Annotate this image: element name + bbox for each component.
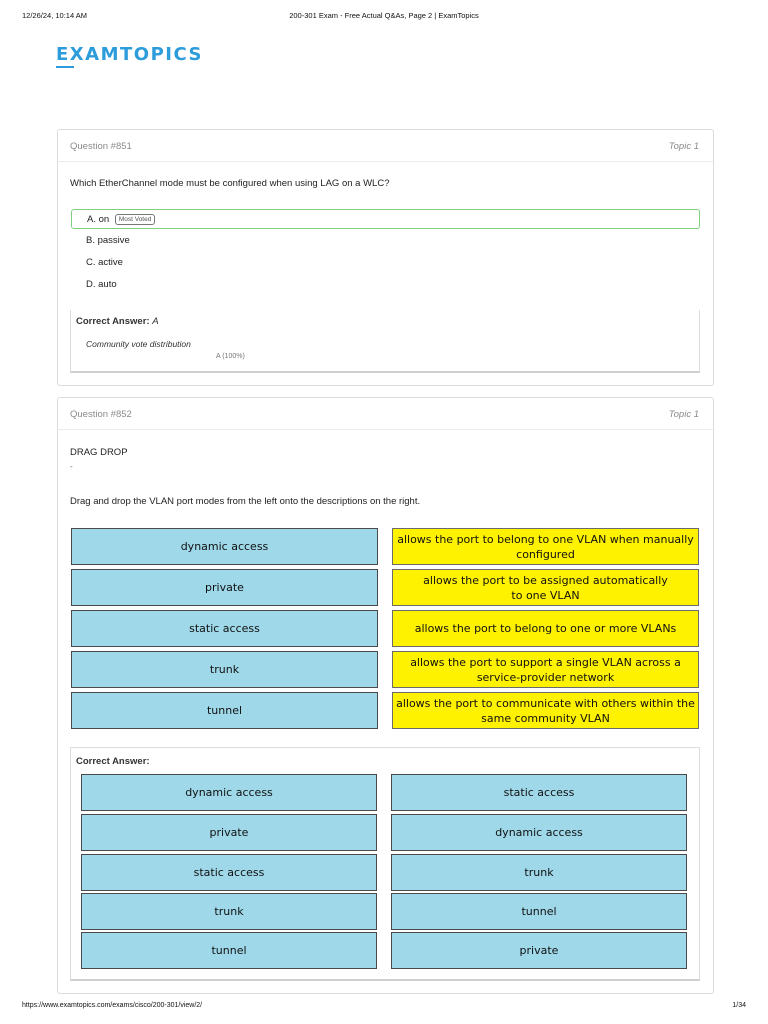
community-vote-label: Community vote distribution [86, 339, 191, 349]
question-instruction: Drag and drop the VLAN port modes from the left onto the descriptions on the right. [70, 496, 421, 507]
choice-b[interactable] [71, 231, 700, 251]
drag-item-label: trunk [209, 663, 240, 676]
drag-item-label: private [205, 581, 244, 594]
choice-label: D. auto [86, 279, 117, 290]
print-page-title: 200-301 Exam - Free Actual Q&As, Page 2 | ExamTopics [289, 11, 479, 20]
drag-item-label: dynamic access [180, 540, 269, 553]
answer-right-3 [391, 854, 687, 891]
drop-target-1[interactable] [392, 528, 699, 565]
drop-target-label: allows the port to belong to one VLAN when manually configured [397, 532, 694, 561]
correct-answer [76, 316, 159, 327]
question-topic: Topic 1 [668, 409, 699, 420]
answer-left-3 [81, 854, 377, 891]
answer-label: trunk [214, 905, 244, 918]
answer-left-5 [81, 932, 377, 969]
answer-left-4 [81, 893, 377, 930]
choice-a[interactable] [71, 209, 700, 229]
choice-label: B. passive [86, 235, 130, 246]
drop-target-5[interactable] [392, 692, 699, 729]
drop-target-label: allows the port to support a single VLAN across a service-provider network [410, 655, 681, 684]
answer-right-5 [391, 932, 687, 969]
answer-label: static access [193, 866, 265, 879]
question-topic: Topic 1 [668, 141, 699, 152]
drag-item-private[interactable] [71, 569, 378, 606]
print-datetime: 12/26/24, 10:14 AM [22, 11, 88, 20]
answer-right-4 [391, 893, 687, 930]
examtopics-logo[interactable] [56, 44, 203, 65]
choice-label: A. on [87, 214, 110, 225]
question-number: Question #852 [70, 409, 132, 420]
print-page-number: 1/34 [732, 1002, 746, 1009]
answer-left-1 [81, 774, 377, 811]
correct-answer-label: Correct Answer: [76, 756, 150, 767]
answer-label: private [209, 826, 249, 839]
drag-item-label: static access [189, 622, 260, 635]
answer-left-2 [81, 814, 377, 851]
question-dash: - [70, 462, 73, 471]
drag-item-trunk[interactable] [71, 651, 378, 688]
drag-item-tunnel[interactable] [71, 692, 378, 729]
correct-answer-value: A [152, 316, 159, 327]
drag-item-static-access[interactable] [71, 610, 378, 647]
question-card-851 [57, 129, 714, 386]
answer-label: trunk [524, 866, 554, 879]
answer-label: tunnel [521, 905, 557, 918]
print-url: https://www.examtopics.com/exams/cisco/200-301/view/2/ [22, 1002, 203, 1009]
answer-label: private [519, 944, 559, 957]
drop-target-3[interactable] [392, 610, 699, 647]
logo-text: EXAMTOPICS [56, 44, 203, 65]
answer-label: dynamic access [495, 826, 583, 839]
answer-label: dynamic access [185, 786, 273, 799]
question-card-852 [57, 397, 714, 994]
drop-target-label: allows the port to belong to one or more VLANs [414, 622, 677, 635]
question-header [58, 130, 713, 162]
answer-label: static access [503, 786, 575, 799]
question-type-label: DRAG DROP [70, 447, 128, 458]
drop-target-4[interactable] [392, 651, 699, 688]
drag-item-label: tunnel [206, 704, 243, 717]
most-voted-badge: Most Voted [115, 214, 156, 225]
community-vote-result: A (100%) [216, 353, 245, 360]
correct-answer-label: Correct Answer: [76, 316, 150, 327]
correct-answer-box [70, 310, 700, 373]
answer-right-2 [391, 814, 687, 851]
answer-label: tunnel [211, 944, 247, 957]
print-header [0, 11, 768, 23]
choice-c[interactable] [71, 253, 700, 273]
logo-underline [56, 66, 74, 68]
question-text: Which EtherChannel mode must be configured when using LAG on a WLC? [70, 178, 390, 189]
drop-target-2[interactable] [392, 569, 699, 606]
drag-item-dynamic-access[interactable] [71, 528, 378, 565]
choice-label: C. active [86, 257, 123, 268]
drop-target-label: allows the port to be assigned automatically to one VLAN [423, 573, 668, 602]
choice-d[interactable] [71, 275, 700, 295]
correct-answer-box [70, 747, 700, 981]
question-header [58, 398, 713, 430]
drop-target-label: allows the port to communicate with others within the same community VLAN [396, 696, 695, 725]
answer-right-1 [391, 774, 687, 811]
question-number: Question #851 [70, 141, 132, 152]
